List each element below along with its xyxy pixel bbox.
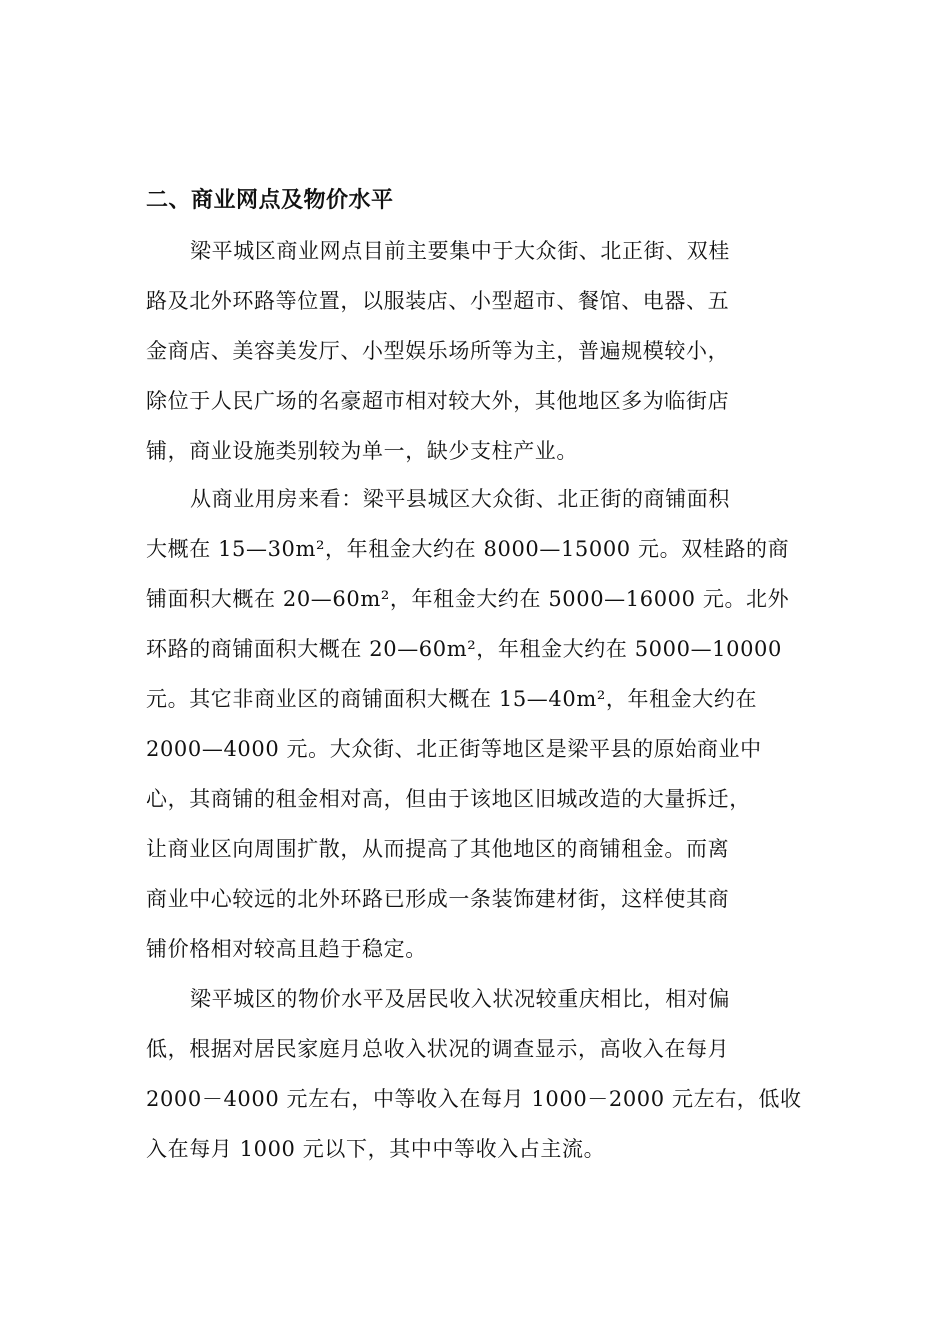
paragraph-3-line-1: 梁平城区的物价水平及居民收入状况较重庆相比，相对偏 — [190, 987, 730, 1011]
paragraph-2-line-8: 让商业区向周围扩散，从而提高了其他地区的商铺租金。而离 — [146, 837, 730, 861]
paragraph-3-line-2: 低，根据对居民家庭月总收入状况的调查显示，高收入在每月 — [146, 1037, 730, 1061]
paragraph-1-line-2: 路及北外环路等位置，以服装店、小型超市、餐馆、电器、五 — [146, 289, 730, 313]
paragraph-2-line-1: 从商业用房来看：梁平县城区大众街、北正街的商铺面积 — [190, 487, 730, 511]
paragraph-1-line-3: 金商店、美容美发厅、小型娱乐场所等为主，普遍规模较小， — [146, 339, 730, 363]
paragraph-2-line-4: 环路的商铺面积大概在 20—60m²，年租金大约在 5000—10000 — [146, 637, 782, 661]
paragraph-1-line-1: 梁平城区商业网点目前主要集中于大众街、北正街、双桂 — [190, 239, 730, 263]
paragraph-2-line-6: 2000—4000 元。大众街、北正街等地区是梁平县的原始商业中 — [146, 737, 762, 761]
paragraph-1-line-5: 铺，商业设施类别较为单一，缺少支柱产业。 — [146, 439, 578, 463]
paragraph-2-line-5: 元。其它非商业区的商铺面积大概在 15—40m²，年租金大约在 — [146, 687, 758, 711]
paragraph-2-line-10: 铺价格相对较高且趋于稳定。 — [146, 937, 427, 961]
paragraph-2-line-9: 商业中心较远的北外环路已形成一条装饰建材街，这样使其商 — [146, 887, 730, 911]
paragraph-2-line-3: 铺面积大概在 20—60m²，年租金大约在 5000—16000 元。北外 — [146, 587, 790, 611]
paragraph-1-line-4: 除位于人民广场的名豪超市相对较大外，其他地区多为临街店 — [146, 389, 730, 413]
paragraph-3-line-4: 入在每月 1000 元以下，其中中等收入占主流。 — [146, 1137, 606, 1161]
paragraph-2-line-2: 大概在 15—30m²，年租金大约在 8000—15000 元。双桂路的商 — [146, 537, 790, 561]
paragraph-2-line-7: 心，其商铺的租金相对高，但由于该地区旧城改造的大量拆迁， — [146, 787, 751, 811]
section-heading: 二、商业网点及物价水平 — [146, 188, 394, 213]
paragraph-3-line-3: 2000－4000 元左右，中等收入在每月 1000－2000 元左右，低收 — [146, 1087, 802, 1111]
